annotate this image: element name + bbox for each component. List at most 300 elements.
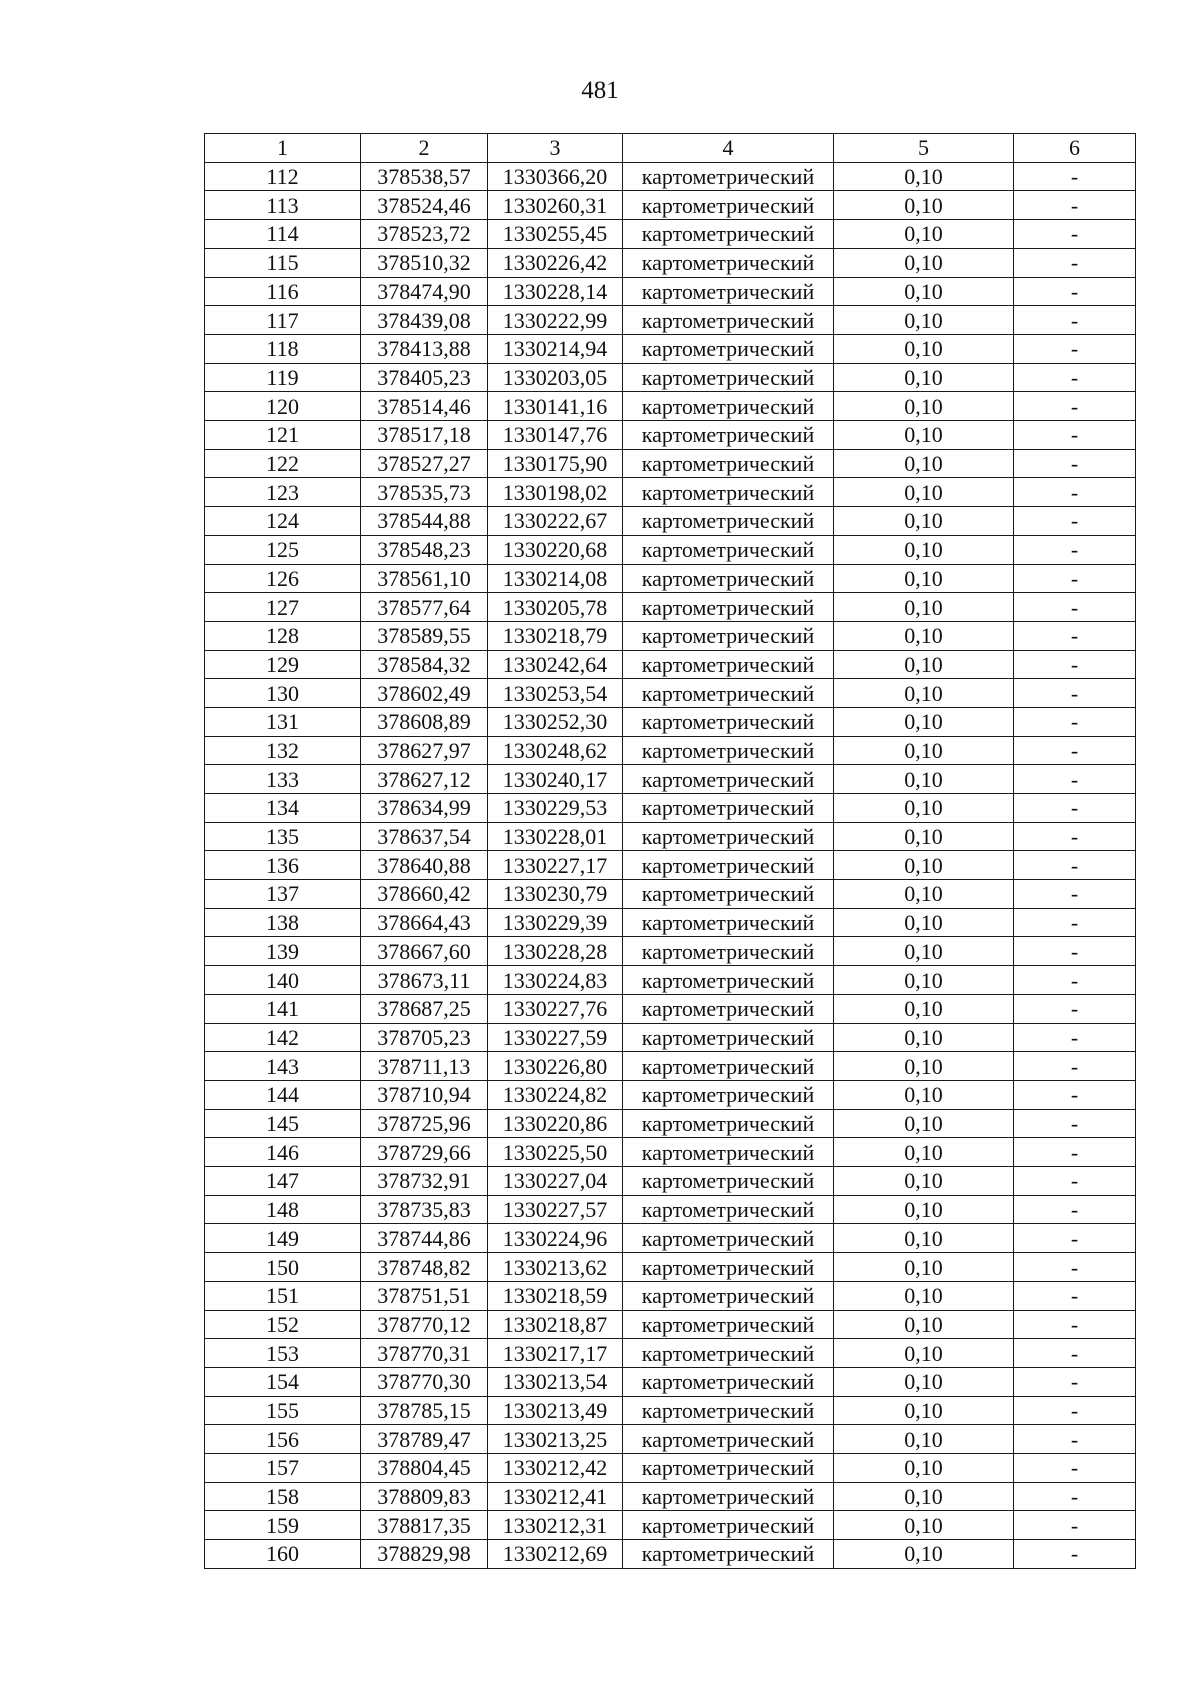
- x-coordinate-cell: 378535,73: [361, 478, 488, 507]
- note-cell: -: [1014, 1310, 1136, 1339]
- note-cell: -: [1014, 363, 1136, 392]
- point-number-cell: 159: [205, 1511, 361, 1540]
- x-coordinate-cell: 378524,46: [361, 191, 488, 220]
- note-cell: -: [1014, 1396, 1136, 1425]
- method-cell: картометрический: [623, 765, 834, 794]
- accuracy-cell: 0,10: [834, 507, 1014, 536]
- method-cell: картометрический: [623, 449, 834, 478]
- note-cell: -: [1014, 1109, 1136, 1138]
- x-coordinate-cell: 378538,57: [361, 162, 488, 191]
- note-cell: -: [1014, 994, 1136, 1023]
- method-cell: картометрический: [623, 1109, 834, 1138]
- note-cell: -: [1014, 1482, 1136, 1511]
- method-cell: картометрический: [623, 1023, 834, 1052]
- table-row: [205, 1109, 1136, 1138]
- method-cell: картометрический: [623, 334, 834, 363]
- table-row: [205, 277, 1136, 306]
- accuracy-cell: 0,10: [834, 937, 1014, 966]
- y-coordinate-cell: 1330260,31: [488, 191, 623, 220]
- accuracy-cell: 0,10: [834, 966, 1014, 995]
- accuracy-cell: 0,10: [834, 994, 1014, 1023]
- note-cell: -: [1014, 1081, 1136, 1110]
- table-row: [205, 1224, 1136, 1253]
- note-cell: -: [1014, 1281, 1136, 1310]
- accuracy-cell: 0,10: [834, 392, 1014, 421]
- method-cell: картометрический: [623, 937, 834, 966]
- method-cell: картометрический: [623, 1167, 834, 1196]
- x-coordinate-cell: 378627,12: [361, 765, 488, 794]
- y-coordinate-cell: 1330218,79: [488, 621, 623, 650]
- method-cell: картометрический: [623, 880, 834, 909]
- point-number-cell: 144: [205, 1081, 361, 1110]
- y-coordinate-cell: 1330366,20: [488, 162, 623, 191]
- accuracy-cell: 0,10: [834, 593, 1014, 622]
- note-cell: -: [1014, 593, 1136, 622]
- y-coordinate-cell: 1330222,99: [488, 306, 623, 335]
- table-row: [205, 994, 1136, 1023]
- x-coordinate-cell: 378748,82: [361, 1253, 488, 1282]
- y-coordinate-cell: 1330224,82: [488, 1081, 623, 1110]
- x-coordinate-cell: 378705,23: [361, 1023, 488, 1052]
- accuracy-cell: 0,10: [834, 1540, 1014, 1569]
- page-number: 481: [581, 77, 619, 104]
- method-cell: картометрический: [623, 1052, 834, 1081]
- x-coordinate-cell: 378544,88: [361, 507, 488, 536]
- table-row: [205, 1081, 1136, 1110]
- y-coordinate-cell: 1330214,94: [488, 334, 623, 363]
- accuracy-cell: 0,10: [834, 908, 1014, 937]
- table-body: [205, 162, 1136, 1568]
- coordinates-table: [204, 133, 1136, 1569]
- accuracy-cell: 0,10: [834, 1023, 1014, 1052]
- table-row: [205, 392, 1136, 421]
- method-cell: картометрический: [623, 162, 834, 191]
- point-number-cell: 119: [205, 363, 361, 392]
- accuracy-cell: 0,10: [834, 1052, 1014, 1081]
- y-coordinate-cell: 1330213,62: [488, 1253, 623, 1282]
- method-cell: картометрический: [623, 851, 834, 880]
- note-cell: -: [1014, 880, 1136, 909]
- point-number-cell: 150: [205, 1253, 361, 1282]
- x-coordinate-cell: 378729,66: [361, 1138, 488, 1167]
- y-coordinate-cell: 1330224,96: [488, 1224, 623, 1253]
- table-row: [205, 966, 1136, 995]
- column-header: 6: [1014, 134, 1136, 163]
- accuracy-cell: 0,10: [834, 162, 1014, 191]
- table-row: [205, 880, 1136, 909]
- x-coordinate-cell: 378589,55: [361, 621, 488, 650]
- x-coordinate-cell: 378744,86: [361, 1224, 488, 1253]
- y-coordinate-cell: 1330212,69: [488, 1540, 623, 1569]
- y-coordinate-cell: 1330225,50: [488, 1138, 623, 1167]
- column-header: 3: [488, 134, 623, 163]
- point-number-cell: 145: [205, 1109, 361, 1138]
- x-coordinate-cell: 378751,51: [361, 1281, 488, 1310]
- table-row: [205, 449, 1136, 478]
- point-number-cell: 117: [205, 306, 361, 335]
- accuracy-cell: 0,10: [834, 650, 1014, 679]
- point-number-cell: 134: [205, 794, 361, 823]
- note-cell: -: [1014, 306, 1136, 335]
- y-coordinate-cell: 1330212,31: [488, 1511, 623, 1540]
- accuracy-cell: 0,10: [834, 1482, 1014, 1511]
- point-number-cell: 132: [205, 736, 361, 765]
- x-coordinate-cell: 378660,42: [361, 880, 488, 909]
- table-row: [205, 851, 1136, 880]
- point-number-cell: 152: [205, 1310, 361, 1339]
- accuracy-cell: 0,10: [834, 1511, 1014, 1540]
- accuracy-cell: 0,10: [834, 1195, 1014, 1224]
- table-row: [205, 306, 1136, 335]
- note-cell: -: [1014, 794, 1136, 823]
- table-row: [205, 1368, 1136, 1397]
- x-coordinate-cell: 378510,32: [361, 248, 488, 277]
- table-row: [205, 535, 1136, 564]
- point-number-cell: 127: [205, 593, 361, 622]
- note-cell: -: [1014, 507, 1136, 536]
- x-coordinate-cell: 378577,64: [361, 593, 488, 622]
- x-coordinate-cell: 378439,08: [361, 306, 488, 335]
- x-coordinate-cell: 378829,98: [361, 1540, 488, 1569]
- method-cell: картометрический: [623, 994, 834, 1023]
- table-row: [205, 1253, 1136, 1282]
- accuracy-cell: 0,10: [834, 1138, 1014, 1167]
- table-row: [205, 220, 1136, 249]
- y-coordinate-cell: 1330229,53: [488, 794, 623, 823]
- method-cell: картометрический: [623, 1281, 834, 1310]
- point-number-cell: 139: [205, 937, 361, 966]
- y-coordinate-cell: 1330218,59: [488, 1281, 623, 1310]
- point-number-cell: 125: [205, 535, 361, 564]
- table-row: [205, 794, 1136, 823]
- point-number-cell: 135: [205, 822, 361, 851]
- point-number-cell: 116: [205, 277, 361, 306]
- point-number-cell: 157: [205, 1453, 361, 1482]
- x-coordinate-cell: 378627,97: [361, 736, 488, 765]
- column-header: 5: [834, 134, 1014, 163]
- x-coordinate-cell: 378527,27: [361, 449, 488, 478]
- accuracy-cell: 0,10: [834, 1109, 1014, 1138]
- table-row: [205, 420, 1136, 449]
- x-coordinate-cell: 378474,90: [361, 277, 488, 306]
- note-cell: -: [1014, 1453, 1136, 1482]
- point-number-cell: 120: [205, 392, 361, 421]
- y-coordinate-cell: 1330227,04: [488, 1167, 623, 1196]
- y-coordinate-cell: 1330224,83: [488, 966, 623, 995]
- method-cell: картометрический: [623, 1138, 834, 1167]
- x-coordinate-cell: 378413,88: [361, 334, 488, 363]
- y-coordinate-cell: 1330222,67: [488, 507, 623, 536]
- y-coordinate-cell: 1330147,76: [488, 420, 623, 449]
- point-number-cell: 118: [205, 334, 361, 363]
- point-number-cell: 122: [205, 449, 361, 478]
- table-row: [205, 1281, 1136, 1310]
- x-coordinate-cell: 378732,91: [361, 1167, 488, 1196]
- y-coordinate-cell: 1330141,16: [488, 392, 623, 421]
- y-coordinate-cell: 1330242,64: [488, 650, 623, 679]
- x-coordinate-cell: 378640,88: [361, 851, 488, 880]
- y-coordinate-cell: 1330212,42: [488, 1453, 623, 1482]
- note-cell: -: [1014, 248, 1136, 277]
- method-cell: картометрический: [623, 1253, 834, 1282]
- point-number-cell: 121: [205, 420, 361, 449]
- accuracy-cell: 0,10: [834, 1368, 1014, 1397]
- point-number-cell: 153: [205, 1339, 361, 1368]
- accuracy-cell: 0,10: [834, 1167, 1014, 1196]
- note-cell: -: [1014, 277, 1136, 306]
- method-cell: картометрический: [623, 1540, 834, 1569]
- table-row: [205, 1396, 1136, 1425]
- x-coordinate-cell: 378809,83: [361, 1482, 488, 1511]
- point-number-cell: 123: [205, 478, 361, 507]
- y-coordinate-cell: 1330227,57: [488, 1195, 623, 1224]
- note-cell: -: [1014, 162, 1136, 191]
- point-number-cell: 136: [205, 851, 361, 880]
- method-cell: картометрический: [623, 707, 834, 736]
- table-row: [205, 736, 1136, 765]
- point-number-cell: 151: [205, 1281, 361, 1310]
- note-cell: -: [1014, 334, 1136, 363]
- note-cell: -: [1014, 851, 1136, 880]
- point-number-cell: 138: [205, 908, 361, 937]
- method-cell: картометрический: [623, 908, 834, 937]
- y-coordinate-cell: 1330205,78: [488, 593, 623, 622]
- point-number-cell: 147: [205, 1167, 361, 1196]
- x-coordinate-cell: 378561,10: [361, 564, 488, 593]
- accuracy-cell: 0,10: [834, 535, 1014, 564]
- table-row: [205, 1540, 1136, 1569]
- accuracy-cell: 0,10: [834, 621, 1014, 650]
- method-cell: картометрический: [623, 621, 834, 650]
- y-coordinate-cell: 1330255,45: [488, 220, 623, 249]
- note-cell: -: [1014, 478, 1136, 507]
- y-coordinate-cell: 1330228,28: [488, 937, 623, 966]
- method-cell: картометрический: [623, 593, 834, 622]
- x-coordinate-cell: 378687,25: [361, 994, 488, 1023]
- accuracy-cell: 0,10: [834, 277, 1014, 306]
- table-row: [205, 1482, 1136, 1511]
- y-coordinate-cell: 1330240,17: [488, 765, 623, 794]
- x-coordinate-cell: 378548,23: [361, 535, 488, 564]
- point-number-cell: 112: [205, 162, 361, 191]
- note-cell: -: [1014, 535, 1136, 564]
- accuracy-cell: 0,10: [834, 851, 1014, 880]
- accuracy-cell: 0,10: [834, 1339, 1014, 1368]
- x-coordinate-cell: 378634,99: [361, 794, 488, 823]
- y-coordinate-cell: 1330203,05: [488, 363, 623, 392]
- note-cell: -: [1014, 420, 1136, 449]
- method-cell: картометрический: [623, 822, 834, 851]
- y-coordinate-cell: 1330252,30: [488, 707, 623, 736]
- table-row: [205, 765, 1136, 794]
- y-coordinate-cell: 1330226,42: [488, 248, 623, 277]
- table-row: [205, 1425, 1136, 1454]
- y-coordinate-cell: 1330228,14: [488, 277, 623, 306]
- accuracy-cell: 0,10: [834, 794, 1014, 823]
- method-cell: картометрический: [623, 392, 834, 421]
- table-row: [205, 1339, 1136, 1368]
- table-row: [205, 1453, 1136, 1482]
- accuracy-cell: 0,10: [834, 1425, 1014, 1454]
- note-cell: -: [1014, 1138, 1136, 1167]
- y-coordinate-cell: 1330213,25: [488, 1425, 623, 1454]
- point-number-cell: 115: [205, 248, 361, 277]
- table-row: [205, 1511, 1136, 1540]
- x-coordinate-cell: 378523,72: [361, 220, 488, 249]
- x-coordinate-cell: 378789,47: [361, 1425, 488, 1454]
- table-row: [205, 679, 1136, 708]
- y-coordinate-cell: 1330218,87: [488, 1310, 623, 1339]
- accuracy-cell: 0,10: [834, 1310, 1014, 1339]
- accuracy-cell: 0,10: [834, 334, 1014, 363]
- y-coordinate-cell: 1330227,59: [488, 1023, 623, 1052]
- table-row: [205, 650, 1136, 679]
- point-number-cell: 142: [205, 1023, 361, 1052]
- point-number-cell: 137: [205, 880, 361, 909]
- accuracy-cell: 0,10: [834, 1281, 1014, 1310]
- note-cell: -: [1014, 1224, 1136, 1253]
- method-cell: картометрический: [623, 1368, 834, 1397]
- method-cell: картометрический: [623, 1339, 834, 1368]
- point-number-cell: 140: [205, 966, 361, 995]
- point-number-cell: 146: [205, 1138, 361, 1167]
- note-cell: -: [1014, 1540, 1136, 1569]
- method-cell: картометрический: [623, 420, 834, 449]
- x-coordinate-cell: 378785,15: [361, 1396, 488, 1425]
- method-cell: картометрический: [623, 1453, 834, 1482]
- point-number-cell: 126: [205, 564, 361, 593]
- x-coordinate-cell: 378673,11: [361, 966, 488, 995]
- accuracy-cell: 0,10: [834, 736, 1014, 765]
- table-row: [205, 593, 1136, 622]
- point-number-cell: 148: [205, 1195, 361, 1224]
- point-number-cell: 154: [205, 1368, 361, 1397]
- table-row: [205, 1023, 1136, 1052]
- y-coordinate-cell: 1330230,79: [488, 880, 623, 909]
- accuracy-cell: 0,10: [834, 1081, 1014, 1110]
- point-number-cell: 113: [205, 191, 361, 220]
- note-cell: -: [1014, 1167, 1136, 1196]
- point-number-cell: 129: [205, 650, 361, 679]
- method-cell: картометрический: [623, 306, 834, 335]
- note-cell: -: [1014, 449, 1136, 478]
- method-cell: картометрический: [623, 1396, 834, 1425]
- accuracy-cell: 0,10: [834, 220, 1014, 249]
- point-number-cell: 128: [205, 621, 361, 650]
- table-row: [205, 478, 1136, 507]
- x-coordinate-cell: 378602,49: [361, 679, 488, 708]
- table-row: [205, 248, 1136, 277]
- x-coordinate-cell: 378637,54: [361, 822, 488, 851]
- y-coordinate-cell: 1330217,17: [488, 1339, 623, 1368]
- accuracy-cell: 0,10: [834, 306, 1014, 335]
- accuracy-cell: 0,10: [834, 478, 1014, 507]
- note-cell: -: [1014, 908, 1136, 937]
- note-cell: -: [1014, 736, 1136, 765]
- table-row: [205, 334, 1136, 363]
- accuracy-cell: 0,10: [834, 363, 1014, 392]
- x-coordinate-cell: 378667,60: [361, 937, 488, 966]
- y-coordinate-cell: 1330227,76: [488, 994, 623, 1023]
- column-header: 1: [205, 134, 361, 163]
- method-cell: картометрический: [623, 1310, 834, 1339]
- point-number-cell: 158: [205, 1482, 361, 1511]
- point-number-cell: 141: [205, 994, 361, 1023]
- accuracy-cell: 0,10: [834, 564, 1014, 593]
- note-cell: -: [1014, 937, 1136, 966]
- column-header: 4: [623, 134, 834, 163]
- point-number-cell: 156: [205, 1425, 361, 1454]
- method-cell: картометрический: [623, 650, 834, 679]
- table-row: [205, 162, 1136, 191]
- accuracy-cell: 0,10: [834, 1453, 1014, 1482]
- note-cell: -: [1014, 707, 1136, 736]
- x-coordinate-cell: 378405,23: [361, 363, 488, 392]
- x-coordinate-cell: 378817,35: [361, 1511, 488, 1540]
- method-cell: картометрический: [623, 191, 834, 220]
- note-cell: -: [1014, 1023, 1136, 1052]
- note-cell: -: [1014, 1253, 1136, 1282]
- accuracy-cell: 0,10: [834, 822, 1014, 851]
- note-cell: -: [1014, 679, 1136, 708]
- note-cell: -: [1014, 392, 1136, 421]
- table-row: [205, 1310, 1136, 1339]
- table-row: [205, 707, 1136, 736]
- accuracy-cell: 0,10: [834, 191, 1014, 220]
- point-number-cell: 131: [205, 707, 361, 736]
- note-cell: -: [1014, 822, 1136, 851]
- note-cell: -: [1014, 765, 1136, 794]
- table-row: [205, 908, 1136, 937]
- table-row: [205, 191, 1136, 220]
- method-cell: картометрический: [623, 1425, 834, 1454]
- y-coordinate-cell: 1330213,54: [488, 1368, 623, 1397]
- y-coordinate-cell: 1330248,62: [488, 736, 623, 765]
- table-row: [205, 1195, 1136, 1224]
- method-cell: картометрический: [623, 966, 834, 995]
- y-coordinate-cell: 1330175,90: [488, 449, 623, 478]
- method-cell: картометрический: [623, 1224, 834, 1253]
- method-cell: картометрический: [623, 1081, 834, 1110]
- x-coordinate-cell: 378804,45: [361, 1453, 488, 1482]
- note-cell: -: [1014, 191, 1136, 220]
- method-cell: картометрический: [623, 220, 834, 249]
- note-cell: -: [1014, 1339, 1136, 1368]
- point-number-cell: 155: [205, 1396, 361, 1425]
- table-row: [205, 507, 1136, 536]
- accuracy-cell: 0,10: [834, 420, 1014, 449]
- note-cell: -: [1014, 1425, 1136, 1454]
- y-coordinate-cell: 1330226,80: [488, 1052, 623, 1081]
- x-coordinate-cell: 378514,46: [361, 392, 488, 421]
- point-number-cell: 143: [205, 1052, 361, 1081]
- note-cell: -: [1014, 564, 1136, 593]
- x-coordinate-cell: 378725,96: [361, 1109, 488, 1138]
- note-cell: -: [1014, 220, 1136, 249]
- table-row: [205, 1052, 1136, 1081]
- method-cell: картометрический: [623, 363, 834, 392]
- table-row: [205, 621, 1136, 650]
- table-header-row: [205, 134, 1136, 163]
- accuracy-cell: 0,10: [834, 1396, 1014, 1425]
- method-cell: картометрический: [623, 1482, 834, 1511]
- x-coordinate-cell: 378770,12: [361, 1310, 488, 1339]
- point-number-cell: 149: [205, 1224, 361, 1253]
- point-number-cell: 124: [205, 507, 361, 536]
- x-coordinate-cell: 378584,32: [361, 650, 488, 679]
- column-header: 2: [361, 134, 488, 163]
- note-cell: -: [1014, 1052, 1136, 1081]
